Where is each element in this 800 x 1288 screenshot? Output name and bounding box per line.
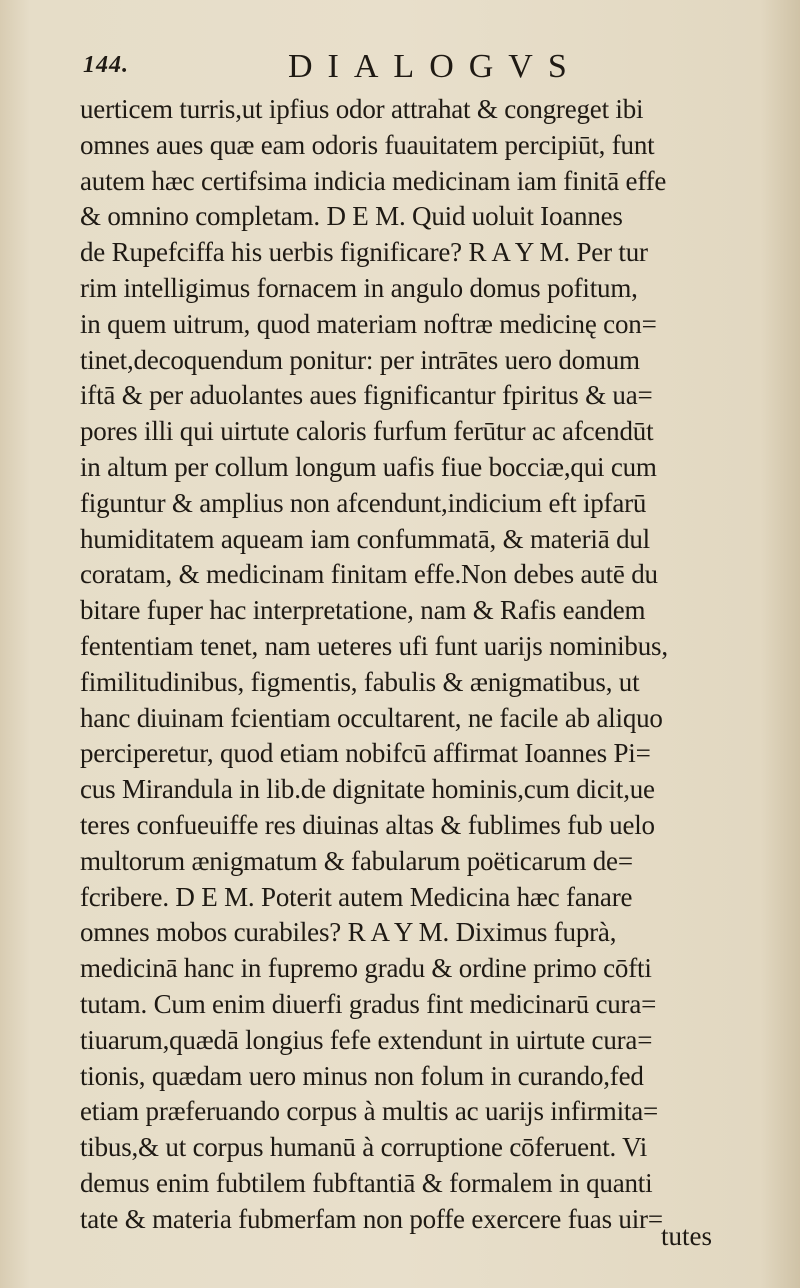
- text-line: tiuarum,quædā longius fefe extendunt in uirtute cura=: [80, 1024, 653, 1055]
- text-line: iftā & per aduolantes aues fignificantur fpiritus & ua=: [80, 380, 653, 411]
- text-line: multorum ænigmatum & fabularum poëticarum de=: [80, 845, 633, 876]
- body-text: [80, 92, 740, 1238]
- text-line: teres confueuiffe res diuinas altas & fublimes fub uelo: [80, 809, 655, 840]
- text-line: uerticem turris,ut ipfius odor attrahat & congreget ibi: [80, 94, 644, 124]
- page-number: 144.: [83, 52, 129, 78]
- text-line: omnes mobos curabiles? R A Y M. Diximus fuprà,: [80, 917, 617, 948]
- text-line: bitare fuper hac interpretatione, nam & Rafis eandem: [80, 595, 646, 626]
- text-line: perciperetur, quod etiam nobifcū affirmat Ioannes Pi=: [80, 738, 651, 769]
- text-line: coratam, & medicinam finitam effe.Non debes autē du: [80, 559, 658, 590]
- text-line: & omnino completam. D E M. Quid uoluit Ioannes: [80, 201, 623, 232]
- text-line: rim intelligimus fornacem in angulo domus pofitum,: [80, 272, 638, 303]
- text-line: tibus,& ut corpus humanū à corruptione cōferuent. Vi: [80, 1132, 648, 1163]
- text-line: tionis, quædam uero minus non folum in curando,fed: [80, 1060, 644, 1091]
- text-line: de Rupefciffa his uerbis fignificare? R A Y M. Per tur: [80, 237, 648, 268]
- text-line: fcribere. D E M. Poterit autem Medicina hæc fanare: [80, 881, 633, 912]
- text-line: cus Mirandula in lib.de dignitate hominis,cum dicit,ue: [80, 774, 655, 805]
- text-line: hanc diuinam fcientiam occultarent, ne facile ab aliquo: [80, 702, 663, 733]
- text-line: in quem uitrum, quod materiam noftræ medicinę con=: [80, 308, 657, 339]
- page-header: [0, 48, 800, 88]
- text-line: tutam. Cum enim diuerfi gradus fint medicinarū cura=: [80, 988, 657, 1019]
- text-line: humiditatem aqueam iam confummatā, & materiā dul: [80, 523, 650, 554]
- running-head: DIALOGVS: [288, 48, 582, 85]
- text-line: tate & materia fubmerfam non poffe exercere fuas uir=: [80, 1203, 663, 1234]
- text-line: figuntur & amplius non afcendunt,indicium eft ipfarū: [80, 487, 647, 518]
- text-line: fententiam tenet, nam ueteres ufi funt uarijs nominibus,: [80, 630, 668, 661]
- text-line: autem hæc certifsima indicia medicinam iam finitā effe: [80, 165, 667, 196]
- text-line: in altum per collum longum uafis fiue bocciæ,qui cum: [80, 451, 657, 482]
- text-line: demus enim fubtilem fubftantiā & formalem in quanti: [80, 1167, 653, 1198]
- text-line: tinet,decoquendum ponitur: per intrātes uero domum: [80, 344, 640, 375]
- text-line: etiam præferuando corpus à multis ac uarijs infirmita=: [80, 1096, 659, 1127]
- catchword: tutes: [661, 1221, 712, 1251]
- text-line: medicinā hanc in fupremo gradu & ordine primo cōfti: [80, 953, 652, 984]
- text-line: fimilitudinibus, figmentis, fabulis & ænigmatibus, ut: [80, 666, 640, 697]
- text-line: omnes aues quæ eam odoris fuauitatem percipiūt, funt: [80, 129, 655, 160]
- text-line: pores illi qui uirtute caloris furfum ferūtur ac afcendūt: [80, 416, 654, 447]
